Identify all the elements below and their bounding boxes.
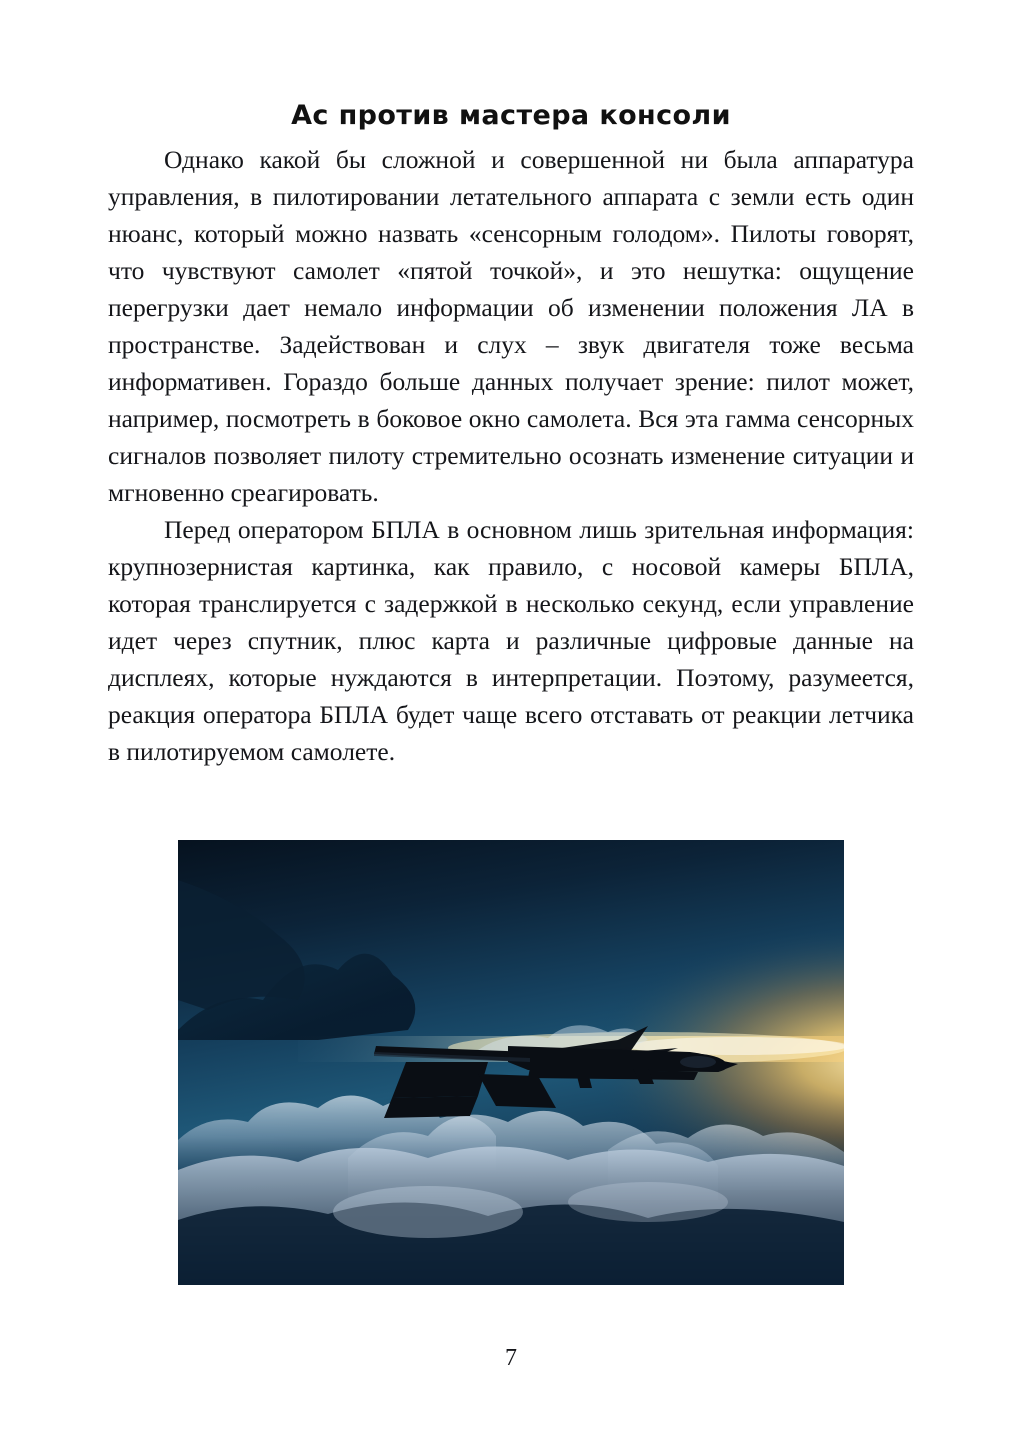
page-content [108, 100, 914, 770]
drone-photograph-illustration [178, 840, 844, 1285]
page-number: 7 [505, 1345, 517, 1371]
drone-photograph [178, 840, 844, 1285]
paragraph-1: Однако какой бы сложной и совершенной ни была аппаратура управления, в пилотировании летательного аппарата с земли есть один нюанс, который можно назвать «сенсорным голодом». Пилоты говорят, что чувствуют самолет «пятой точкой», и это нешутка: ощущение перегрузки дает немало информации об изменении положения ЛА в пространстве. Задействован и слух – звук двигателя тоже весьма информативен. Гораздо больше данных получает зрение: пилот может, например, посмотреть в боковое окно самолета. Вся эта гамма сенсорных сигналов позволяет пилоту стремительно осознать изменение ситуации и мгновенно среагировать. [108, 145, 914, 507]
paragraph-2: Перед оператором БПЛА в основном лишь зрительная информация: крупнозернистая картинка, как правило, с носовой камеры БПЛА, которая транслируется с задержкой в несколько секунд, если управление идет через спутник, плюс карта и различные цифровые данные на дисплеях, которые нуждаются в интерпретации. Поэтому, разумеется, реакция оператора БПЛА будет чаще всего отставать от реакции летчика в пилотируемом самолете. [108, 515, 914, 766]
page-title: Ас против мастера консоли [291, 100, 731, 131]
